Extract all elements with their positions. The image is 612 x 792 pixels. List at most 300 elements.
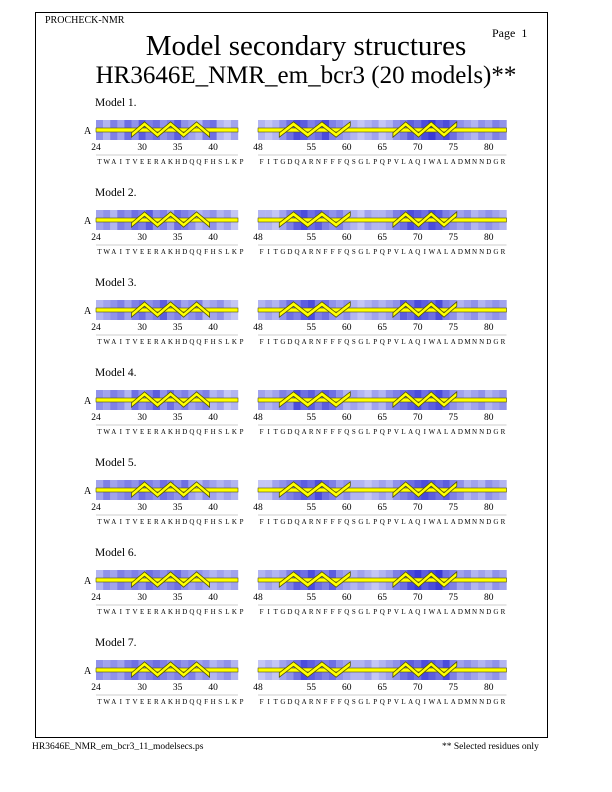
sequence-residue: K	[168, 518, 174, 526]
sequence-residue: A	[408, 338, 414, 346]
sequence-residue: P	[239, 428, 244, 436]
residue-tick-label: 80	[484, 413, 494, 423]
sequence-residue: Q	[294, 518, 300, 526]
sequence-residue: Q	[196, 248, 202, 256]
sequence-residue: G	[280, 698, 286, 706]
sequence-residue: P	[387, 338, 392, 346]
sequence-residue: R	[154, 608, 159, 616]
sequence-residue: A	[436, 248, 442, 256]
sequence-residue: F	[330, 158, 335, 166]
sequence-residue: A	[436, 428, 442, 436]
sequence-residue: Q	[196, 428, 202, 436]
sequence-residue: R	[500, 338, 506, 346]
sequence-residue: G	[493, 698, 499, 706]
sequence-residue: E	[147, 158, 152, 166]
sequence-residue: A	[408, 608, 414, 616]
sequence-residue: Q	[415, 428, 421, 436]
sequence-residue: N	[315, 698, 321, 706]
sequence-residue: P	[387, 248, 392, 256]
residue-tick-label: 60	[342, 413, 352, 423]
sequence-residue: A	[301, 428, 307, 436]
sequence-residue: Q	[415, 338, 421, 346]
model-label: Model 4.	[95, 367, 137, 379]
sequence-residue: S	[218, 608, 223, 616]
sequence-residue: L	[225, 608, 230, 616]
sequence-residue: A	[450, 158, 456, 166]
chain-label: A	[84, 396, 92, 407]
coil-line	[258, 218, 507, 222]
sequence-residue: P	[239, 518, 244, 526]
sequence-residue: Q	[415, 248, 421, 256]
residue-tick-label: 75	[448, 233, 458, 243]
sequence-residue: P	[373, 338, 378, 346]
sequence-residue: R	[308, 158, 314, 166]
residue-tick-label: 40	[208, 503, 218, 513]
sequence-residue: F	[323, 338, 328, 346]
sequence-residue: H	[175, 608, 181, 616]
sequence-residue: R	[154, 338, 159, 346]
sequence-residue: T	[273, 608, 278, 616]
sequence-residue: L	[401, 158, 406, 166]
sequence-residue: Q	[189, 338, 195, 346]
sequence-residue: F	[337, 608, 342, 616]
residue-tick-label: 80	[484, 593, 494, 603]
residue-tick-label: 30	[137, 593, 147, 603]
page-subtitle: HR3646E_NMR_em_bcr3 (20 models)**	[95, 62, 517, 89]
sequence-residue: F	[259, 158, 264, 166]
sequence-residue: Q	[344, 698, 350, 706]
sequence-residue: Q	[379, 518, 385, 526]
residue-tick-label: 70	[413, 143, 423, 153]
sequence-residue: F	[337, 518, 342, 526]
sequence-residue: R	[154, 698, 159, 706]
residue-tick-label: 80	[484, 683, 494, 693]
sequence-residue: K	[231, 428, 237, 436]
sequence-residue: A	[301, 698, 307, 706]
sequence-residue: D	[182, 518, 188, 526]
sequence-residue: N	[479, 338, 485, 346]
sequence-residue: S	[218, 338, 223, 346]
sequence-residue: R	[308, 608, 314, 616]
sequence-residue: H	[175, 248, 181, 256]
sequence-residue: F	[259, 608, 264, 616]
model-panel	[84, 637, 507, 706]
model-label: Model 2.	[95, 187, 137, 199]
sequence-residue: D	[182, 248, 188, 256]
sequence-residue: G	[493, 248, 499, 256]
chain-label: A	[84, 486, 92, 497]
sequence-residue: V	[132, 608, 138, 616]
sequence-residue: Q	[379, 248, 385, 256]
sequence-residue: I	[119, 158, 123, 166]
sequence-residue: M	[464, 428, 471, 436]
sequence-residue: K	[168, 428, 174, 436]
sequence-residue: Q	[415, 608, 421, 616]
sequence-residue: A	[111, 158, 117, 166]
sequence-residue: L	[444, 338, 449, 346]
sequence-residue: D	[457, 248, 463, 256]
sequence-residue: I	[119, 518, 123, 526]
sequence-residue: F	[204, 698, 209, 706]
sequence-residue: D	[287, 518, 293, 526]
sequence-residue: T	[97, 428, 102, 436]
residue-tick-label: 65	[377, 503, 387, 513]
sequence-residue: Q	[196, 518, 202, 526]
sequence-residue: Q	[294, 338, 300, 346]
sequence-residue: V	[132, 428, 138, 436]
sequence-residue: F	[323, 518, 328, 526]
sequence-residue: T	[125, 158, 131, 166]
sequence-residue: E	[140, 518, 145, 526]
model-panel	[84, 277, 507, 346]
sequence-residue: R	[308, 428, 314, 436]
residue-tick-label: 48	[253, 683, 263, 693]
residue-tick-label: 48	[253, 413, 263, 423]
sequence-residue: P	[387, 698, 392, 706]
sequence-residue: Q	[344, 608, 350, 616]
sequence-residue: R	[500, 608, 506, 616]
sequence-residue: S	[218, 698, 223, 706]
sequence-residue: F	[337, 158, 342, 166]
sequence-residue: R	[154, 158, 159, 166]
sequence-residue: L	[401, 518, 406, 526]
residue-tick-label: 24	[91, 323, 101, 333]
sequence-residue: F	[337, 428, 342, 436]
sequence-residue: N	[479, 608, 485, 616]
residue-tick-label: 80	[484, 233, 494, 243]
sequence-residue: Q	[379, 158, 385, 166]
sequence-residue: D	[486, 608, 492, 616]
sequence-residue: V	[132, 698, 138, 706]
sequence-residue: I	[423, 248, 427, 256]
residue-tick-label: 24	[91, 233, 101, 243]
sequence-residue: A	[111, 428, 117, 436]
residue-tick-label: 30	[137, 503, 147, 513]
footer-filename: HR3646E_NMR_em_bcr3_11_modelsecs.ps	[32, 742, 204, 752]
sequence-residue: D	[486, 158, 492, 166]
sequence-residue: P	[373, 428, 378, 436]
sequence-residue: F	[330, 698, 335, 706]
sequence-residue: D	[287, 248, 293, 256]
residue-tick-label: 60	[342, 143, 352, 153]
sequence-residue: K	[231, 518, 237, 526]
sequence-residue: A	[408, 158, 414, 166]
sequence-residue: A	[408, 428, 414, 436]
chain-label: A	[84, 216, 92, 227]
coil-line	[258, 488, 507, 492]
sequence-residue: L	[225, 518, 230, 526]
sequence-residue: S	[351, 428, 356, 436]
sequence-residue: F	[259, 518, 264, 526]
model-label: Model 5.	[95, 457, 137, 469]
residue-tick-label: 40	[208, 143, 218, 153]
sequence-residue: I	[119, 248, 123, 256]
sequence-residue: Q	[294, 158, 300, 166]
sequence-residue: Q	[189, 608, 195, 616]
sequence-residue: R	[308, 338, 314, 346]
sequence-residue: S	[218, 518, 223, 526]
sequence-residue: E	[147, 248, 152, 256]
sequence-residue: W	[428, 518, 436, 526]
residue-tick-label: 48	[253, 233, 263, 243]
sequence-residue: T	[125, 338, 131, 346]
residue-tick-label: 55	[306, 323, 316, 333]
sequence-residue: N	[315, 248, 321, 256]
sequence-residue: S	[351, 518, 356, 526]
sequence-residue: W	[103, 608, 110, 616]
residue-tick-label: 75	[448, 503, 458, 513]
residue-tick-label: 75	[448, 593, 458, 603]
sequence-residue: F	[204, 518, 209, 526]
sequence-residue: G	[493, 158, 499, 166]
sequence-residue: R	[500, 158, 506, 166]
sequence-residue: F	[323, 608, 328, 616]
sequence-residue: S	[218, 158, 223, 166]
sequence-residue: P	[387, 428, 392, 436]
sequence-residue: Q	[294, 428, 300, 436]
sequence-residue: A	[301, 248, 307, 256]
residue-tick-label: 35	[172, 413, 183, 423]
sequence-residue: R	[154, 248, 159, 256]
sequence-residue: Q	[379, 428, 385, 436]
sequence-residue: F	[323, 428, 328, 436]
sequence-residue: V	[393, 248, 399, 256]
sequence-residue: F	[204, 428, 209, 436]
residue-tick-label: 75	[448, 143, 458, 153]
residue-tick-label: 24	[91, 683, 101, 693]
sequence-residue: T	[125, 248, 131, 256]
sequence-residue: T	[97, 338, 102, 346]
sequence-residue: I	[423, 698, 427, 706]
residue-tick-label: 80	[484, 503, 494, 513]
sequence-residue: D	[287, 698, 293, 706]
sequence-residue: V	[132, 248, 138, 256]
page-number: Page 1	[492, 26, 528, 40]
sequence-residue: A	[301, 338, 307, 346]
sequence-residue: Q	[196, 158, 202, 166]
sequence-residue: E	[140, 338, 145, 346]
sequence-residue: I	[423, 428, 427, 436]
model-label: Model 3.	[95, 277, 137, 289]
sequence-residue: G	[358, 428, 364, 436]
sequence-residue: N	[472, 428, 478, 436]
sequence-residue: P	[239, 338, 244, 346]
sequence-residue: S	[218, 428, 223, 436]
residue-tick-label: 60	[342, 233, 352, 243]
sequence-residue: K	[168, 248, 174, 256]
sequence-residue: T	[273, 248, 278, 256]
sequence-residue: G	[493, 608, 499, 616]
sequence-residue: V	[393, 518, 399, 526]
sequence-residue: D	[182, 428, 188, 436]
sequence-residue: G	[280, 338, 286, 346]
sequence-residue: D	[182, 698, 188, 706]
residue-tick-label: 65	[377, 413, 387, 423]
sequence-residue: A	[436, 158, 442, 166]
sequence-residue: L	[225, 338, 230, 346]
sequence-residue: D	[457, 338, 463, 346]
residue-tick-label: 70	[413, 413, 423, 423]
sequence-residue: L	[444, 518, 449, 526]
coil-line	[258, 668, 507, 672]
residue-tick-label: 48	[253, 143, 263, 153]
sequence-residue: A	[301, 518, 307, 526]
residue-tick-label: 70	[413, 323, 423, 333]
sequence-residue: H	[210, 248, 216, 256]
sequence-residue: F	[323, 698, 328, 706]
sequence-residue: L	[401, 428, 406, 436]
sequence-residue: F	[323, 158, 328, 166]
sequence-residue: Q	[379, 338, 385, 346]
sequence-residue: R	[500, 518, 506, 526]
sequence-residue: G	[358, 338, 364, 346]
sequence-residue: F	[204, 158, 209, 166]
sequence-residue: D	[287, 158, 293, 166]
residue-tick-label: 75	[448, 413, 458, 423]
page-title: Model secondary structures	[145, 30, 467, 62]
sequence-residue: A	[160, 518, 166, 526]
sequence-residue: F	[259, 248, 264, 256]
sequence-residue: G	[493, 518, 499, 526]
residue-tick-label: 35	[172, 323, 183, 333]
sequence-residue: N	[472, 608, 478, 616]
sequence-residue: L	[365, 608, 371, 616]
sequence-residue: I	[267, 698, 270, 706]
residue-tick-label: 55	[306, 413, 316, 423]
residue-tick-label: 60	[342, 503, 352, 513]
residue-tick-label: 30	[137, 413, 147, 423]
sequence-residue: W	[428, 608, 436, 616]
sequence-residue: I	[119, 338, 123, 346]
sequence-residue: Q	[379, 698, 385, 706]
sequence-residue: T	[97, 158, 102, 166]
sequence-residue: Q	[344, 248, 350, 256]
sequence-residue: P	[373, 608, 378, 616]
sequence-residue: E	[147, 518, 152, 526]
residue-tick-label: 65	[377, 593, 387, 603]
sequence-residue: L	[365, 338, 371, 346]
sequence-residue: A	[160, 428, 166, 436]
sequence-residue: P	[239, 248, 244, 256]
sequence-residue: I	[267, 158, 270, 166]
residue-tick-label: 35	[172, 593, 183, 603]
sequence-residue: D	[486, 248, 492, 256]
sequence-residue: H	[175, 518, 181, 526]
sequence-residue: V	[393, 428, 399, 436]
sequence-residue: F	[337, 338, 342, 346]
sequence-residue: P	[239, 698, 244, 706]
sequence-residue: E	[147, 608, 152, 616]
residue-tick-label: 30	[137, 233, 147, 243]
sequence-residue: P	[239, 158, 244, 166]
sequence-residue: N	[315, 428, 321, 436]
sequence-residue: E	[140, 698, 145, 706]
sequence-residue: R	[154, 518, 159, 526]
sequence-residue: P	[373, 698, 378, 706]
sequence-residue: N	[315, 338, 321, 346]
sequence-residue: T	[97, 518, 102, 526]
sequence-residue: W	[103, 248, 110, 256]
sequence-residue: F	[337, 248, 342, 256]
residue-tick-label: 55	[306, 503, 316, 513]
sequence-residue: W	[428, 338, 436, 346]
sequence-residue: V	[393, 158, 399, 166]
sequence-residue: A	[111, 338, 117, 346]
sequence-residue: Q	[196, 338, 202, 346]
residue-tick-label: 35	[172, 143, 183, 153]
sequence-residue: G	[358, 518, 364, 526]
sequence-residue: D	[486, 698, 492, 706]
sequence-residue: W	[428, 248, 436, 256]
residue-tick-label: 30	[137, 683, 147, 693]
sequence-residue: I	[119, 698, 123, 706]
sequence-residue: S	[351, 608, 356, 616]
residue-tick-label: 60	[342, 683, 352, 693]
sequence-residue: D	[182, 338, 188, 346]
sequence-residue: I	[267, 608, 270, 616]
sequence-residue: N	[479, 518, 485, 526]
sequence-residue: Q	[189, 428, 195, 436]
sequence-residue: A	[436, 338, 442, 346]
sequence-residue: F	[259, 698, 264, 706]
sequence-residue: F	[323, 248, 328, 256]
sequence-residue: K	[231, 608, 237, 616]
sequence-residue: L	[365, 248, 371, 256]
sequence-residue: T	[97, 248, 102, 256]
sequence-residue: K	[231, 248, 237, 256]
footer-note: ** Selected residues only	[442, 742, 539, 752]
sequence-residue: H	[175, 158, 181, 166]
sequence-residue: H	[210, 608, 216, 616]
sequence-residue: Q	[379, 608, 385, 616]
sequence-residue: W	[428, 698, 436, 706]
model-panel	[84, 367, 507, 436]
sequence-residue: H	[175, 338, 181, 346]
sequence-residue: N	[479, 248, 485, 256]
sequence-residue: R	[154, 428, 159, 436]
residue-tick-label: 60	[342, 593, 352, 603]
sequence-residue: L	[444, 248, 449, 256]
sequence-residue: V	[393, 338, 399, 346]
sequence-residue: W	[103, 158, 110, 166]
sequence-residue: Q	[189, 248, 195, 256]
sequence-residue: A	[160, 338, 166, 346]
sequence-residue: P	[387, 158, 392, 166]
sequence-residue: G	[280, 248, 286, 256]
sequence-residue: L	[365, 428, 371, 436]
sequence-residue: D	[182, 158, 188, 166]
sequence-residue: L	[365, 158, 371, 166]
sequence-residue: D	[182, 608, 188, 616]
sequence-residue: G	[358, 248, 364, 256]
residue-tick-label: 40	[208, 413, 218, 423]
sequence-residue: F	[204, 608, 209, 616]
sequence-residue: G	[358, 698, 364, 706]
residue-tick-label: 65	[377, 233, 387, 243]
sequence-residue: K	[168, 698, 174, 706]
sequence-residue: L	[225, 248, 230, 256]
sequence-residue: N	[479, 428, 485, 436]
sequence-residue: Q	[344, 158, 350, 166]
sequence-residue: F	[204, 338, 209, 346]
residue-tick-label: 70	[413, 683, 423, 693]
sequence-residue: G	[358, 608, 364, 616]
sequence-residue: V	[393, 698, 399, 706]
sequence-residue: T	[273, 428, 278, 436]
model-panel	[84, 457, 507, 526]
sequence-residue: G	[280, 158, 286, 166]
sequence-residue: W	[103, 698, 110, 706]
